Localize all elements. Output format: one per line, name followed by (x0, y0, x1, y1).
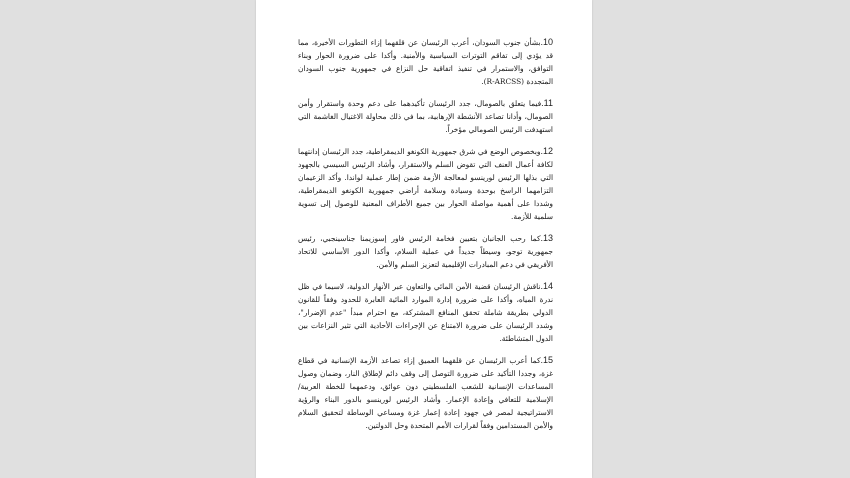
paragraph-11 (298, 97, 553, 136)
paragraph-14 (298, 280, 553, 345)
paragraph-10 (298, 36, 553, 88)
paragraph-text: بشأن جنوب السودان، أعرب الرئيسان عن قلقهما إزاء التطورات الأخيرة، مما قد يؤدي إلى تفاقم التوترات السياسية والأمنية. وأكدا على ضرورة الحوار وبناء التوافق، والاستمرار في تنفيذ اتفاقية حل النزاع في جمهورية جنوب السودان المتجددة (R-ARCSS). (298, 38, 553, 86)
paragraph-number: 13. (540, 233, 553, 243)
paragraph-13 (298, 232, 553, 271)
document-body (298, 36, 553, 441)
paragraph-number: 10. (540, 37, 553, 47)
paragraph-12 (298, 145, 553, 223)
paragraph-number: 12. (540, 146, 553, 156)
paragraph-number: 14. (540, 281, 553, 291)
paragraph-number: 15. (540, 355, 553, 365)
paragraph-number: 11. (541, 98, 553, 108)
paragraph-text: كما رحب الجانبان بتعيين فخامة الرئيس فاور إسوزيمنا جناسينجبي، رئيس جمهورية توجو، وسيطاً جديداً في عملية السلام، وأكدا الدور الأساسي للاتحاد الأفريقي في دعم المبادرات الإقليمية لتعزيز السلم والأمن. (298, 234, 553, 269)
paragraph-text: ناقش الرئيسان قضية الأمن المائي والتعاون عبر الأنهار الدولية، لاسيما في ظل ندرة المياه، وأكدا على ضرورة إدارة الموارد المائية العابرة للحدود وفقاً للقانون الدولي بطريقة شاملة تحقق المنافع المشتركة، مع احترام مبدأ "عدم الإضرار"، وشدد الرئيسان على ضرورة الامتناع عن الإجراءات الأحادية التي تثير النزاعات بين الدول المتشاطئة. (298, 282, 553, 343)
document-page (256, 0, 592, 478)
paragraph-text: وبخصوص الوضع في شرق جمهورية الكونغو الديمقراطية، جدد الرئيسان إدانتهما لكافة أعمال العنف التي تقوض السلم والاستقرار، وأشاد الرئيس السيسي بالجهود التي بذلها الرئيس لورينسو لمعالجة الأزمة ضمن إطار عملية لواندا. وأكد الزعيمان التزامهما الراسخ بوحدة وسيادة وسلامة أراضي جمهورية الكونغو الديمقراطية، وشددا على أهمية مواصلة الحوار بين جميع الأطراف المعنية للوصول إلى تسوية سلمية للأزمة. (298, 147, 553, 221)
paragraph-text: فيما يتعلق بالصومال، جدد الرئيسان تأكيدهما على دعم وحدة واستقرار وأمن الصومال، وأدانا تصاعد الأنشطة الإرهابية، بما في ذلك محاولة الاغتيال الغاشمة التي استهدفت الرئيس الصومالي مؤخراً. (298, 99, 553, 134)
paragraph-15 (298, 354, 553, 432)
paragraph-text: كما أعرب الرئيسان عن قلقهما العميق إزاء تصاعد الأزمة الإنسانية في قطاع غزة، وجددا التأكيد على ضرورة التوصل إلى وقف دائم لإطلاق النار، وضمان وصول المساعدات الإنسانية للشعب الفلسطيني دون عوائق، ودعمهما للخطة العربية/ الإسلامية للتعافي وإعادة الإعمار. وأشاد الرئيس لورينسو بالدور البناء والرؤية الاستراتيجية لمصر في جهود إعادة إعمار غزة ومساعي الوساطة لتحقيق السلام والأمن المستدامين وفقاً لقرارات الأمم المتحدة وحل الدولتين. (298, 356, 553, 430)
